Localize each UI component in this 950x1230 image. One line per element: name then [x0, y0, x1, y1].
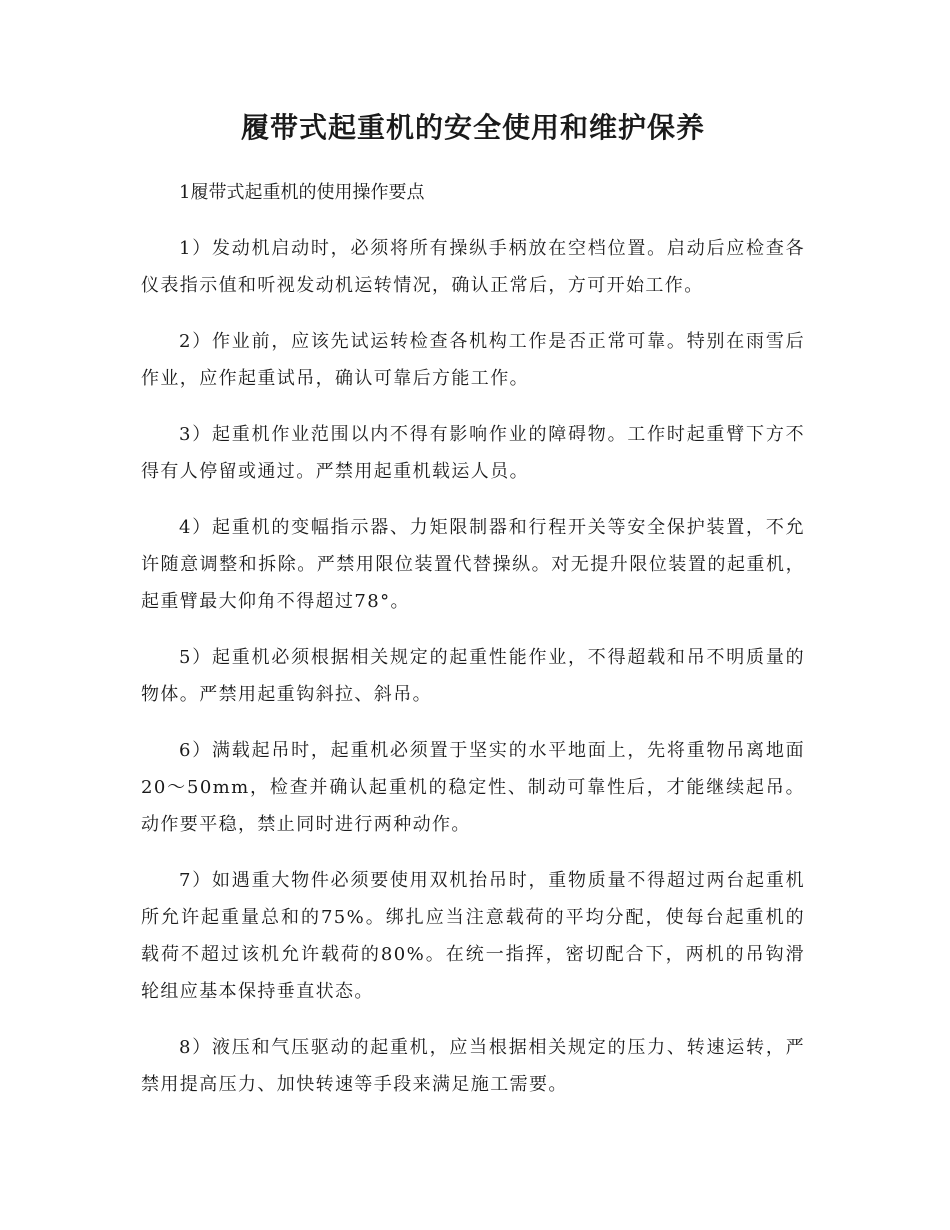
section-heading: 1履带式起重机的使用操作要点: [179, 182, 425, 203]
paragraph-5: 5）起重机必须根据相关规定的起重性能作业，不得超载和吊不明质量的物体。严禁用起重钩斜拉、斜吊。: [141, 647, 805, 705]
paragraph-1: 1）发动机启动时，必须将所有操纵手柄放在空档位置。启动后应检查各仪表指示值和听视发动机运转情况，确认正常后，方可开始工作。: [141, 238, 805, 296]
paragraph-6: 6）满载起吊时，起重机必须置于坚实的水平地面上，先将重物吊离地面20～50mm，检查并确认起重机的稳定性、制动可靠性后，才能继续起吊。动作要平稳，禁止同时进行两种动作。: [141, 740, 805, 835]
document-title: 履带式起重机的安全使用和维护保养: [240, 111, 705, 144]
paragraph-7: 7）如遇重大物件必须要使用双机抬吊时，重物质量不得超过两台起重机所允许起重量总和的75%。绑扎应当注意载荷的平均分配，使每台起重机的载荷不超过该机允许载荷的80%。在统一指挥，密切配合下，两机的吊钩滑轮组应基本保持垂直状态。: [141, 870, 805, 1002]
paragraph-3: 3）起重机作业范围以内不得有影响作业的障碍物。工作时起重臂下方不得有人停留或通过。严禁用起重机载运人员。: [141, 424, 805, 482]
paragraph-4: 4）起重机的变幅指示器、力矩限制器和行程开关等安全保护装置，不允许随意调整和拆除。严禁用限位装置代替操纵。对无提升限位装置的起重机，起重臂最大仰角不得超过78°。: [141, 517, 805, 612]
paragraph-2: 2）作业前，应该先试运转检查各机构工作是否正常可靠。特别在雨雪后作业，应作起重试吊，确认可靠后方能工作。: [141, 331, 805, 389]
document-page: [141, 108, 805, 1122]
paragraph-8: 8）液压和气压驱动的起重机，应当根据相关规定的压力、转速运转，严禁用提高压力、加快转速等手段来满足施工需要。: [141, 1037, 805, 1095]
